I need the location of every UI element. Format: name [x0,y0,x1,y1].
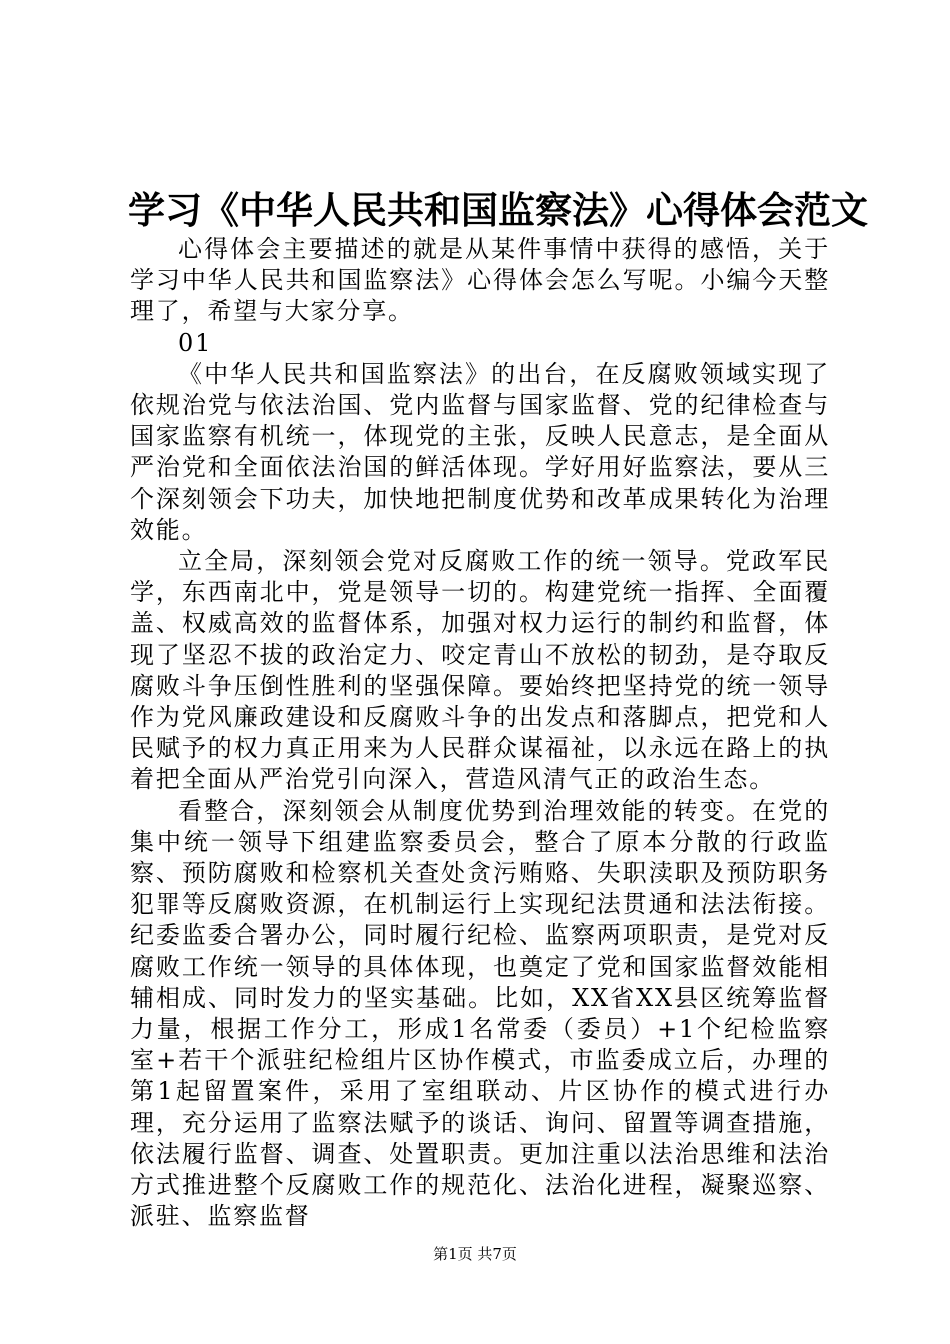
document-title: 学习《中华人民共和国监察法》心得体会范文 [128,188,868,232]
page-footer: 第1页 共7页 [433,1245,517,1263]
section-number: 01 [178,328,213,357]
body-paragraph-1: 《中华人民共和国监察法》的出台，在反腐败领域实现了依规治党与依法治国、党内监督与国家监督、党的纪律检查与国家监察有机统一，体现党的主张，反映人民意志，是全面从严治党和全面依法治国的鲜活体现。学好用好监察法，要从三个深刻领会下功夫，加快地把制度优势和改革成果转化为治理效能。 [130,359,830,544]
document-body [130,234,830,1233]
intro-paragraph: 心得体会主要描述的就是从某件事情中获得的感悟，关于学习中华人民共和国监察法》心得体会怎么写呢。小编今天整理了，希望与大家分享。 [130,235,830,326]
body-paragraph-3: 看整合，深刻领会从制度优势到治理效能的转变。在党的集中统一领导下组建监察委员会，整合了原本分散的行政监察、预防腐败和检察机关查处贪污贿赂、失职渎职及预防职务犯罪等反腐败资源，在机制运行上实现纪法贯通和法法衔接。纪委监委合署办公，同时履行纪检、监察两项职责，是党对反腐败工作统一领导的具体体现，也奠定了党和国家监督效能相辅相成、同时发力的坚实基础。比如，XX省XX县区统筹监督力量，根据工作分工，形成1名常委（委员）+1个纪检监察室+若干个派驻纪检组片区协作模式，市监委成立后，办理的第1起留置案件，采用了室组联动、片区协作的模式进行办理，充分运用了监察法赋予的谈话、询问、留置等调查措施，依法履行监督、调查、处置职责。更加注重以法治思维和法治方式推进整个反腐败工作的规范化、法治化进程，凝聚巡察、派驻、监察监督 [130,796,830,1231]
body-paragraph-2: 立全局，深刻领会党对反腐败工作的统一领导。党政军民学，东西南北中，党是领导一切的。构建党统一指挥、全面覆盖、权威高效的监督体系，加强对权力运行的制约和监督，体现了坚忍不拔的政治定力、咬定青山不放松的韧劲，是夺取反腐败斗争压倒性胜利的坚强保障。要始终把坚持党的统一领导作为党风廉政建设和反腐败斗争的出发点和落脚点，把党和人民赋予的权力真正用来为人民群众谋福祉，以永远在路上的执着把全面从严治党引向深入，营造风清气正的政治生态。 [130,547,830,794]
